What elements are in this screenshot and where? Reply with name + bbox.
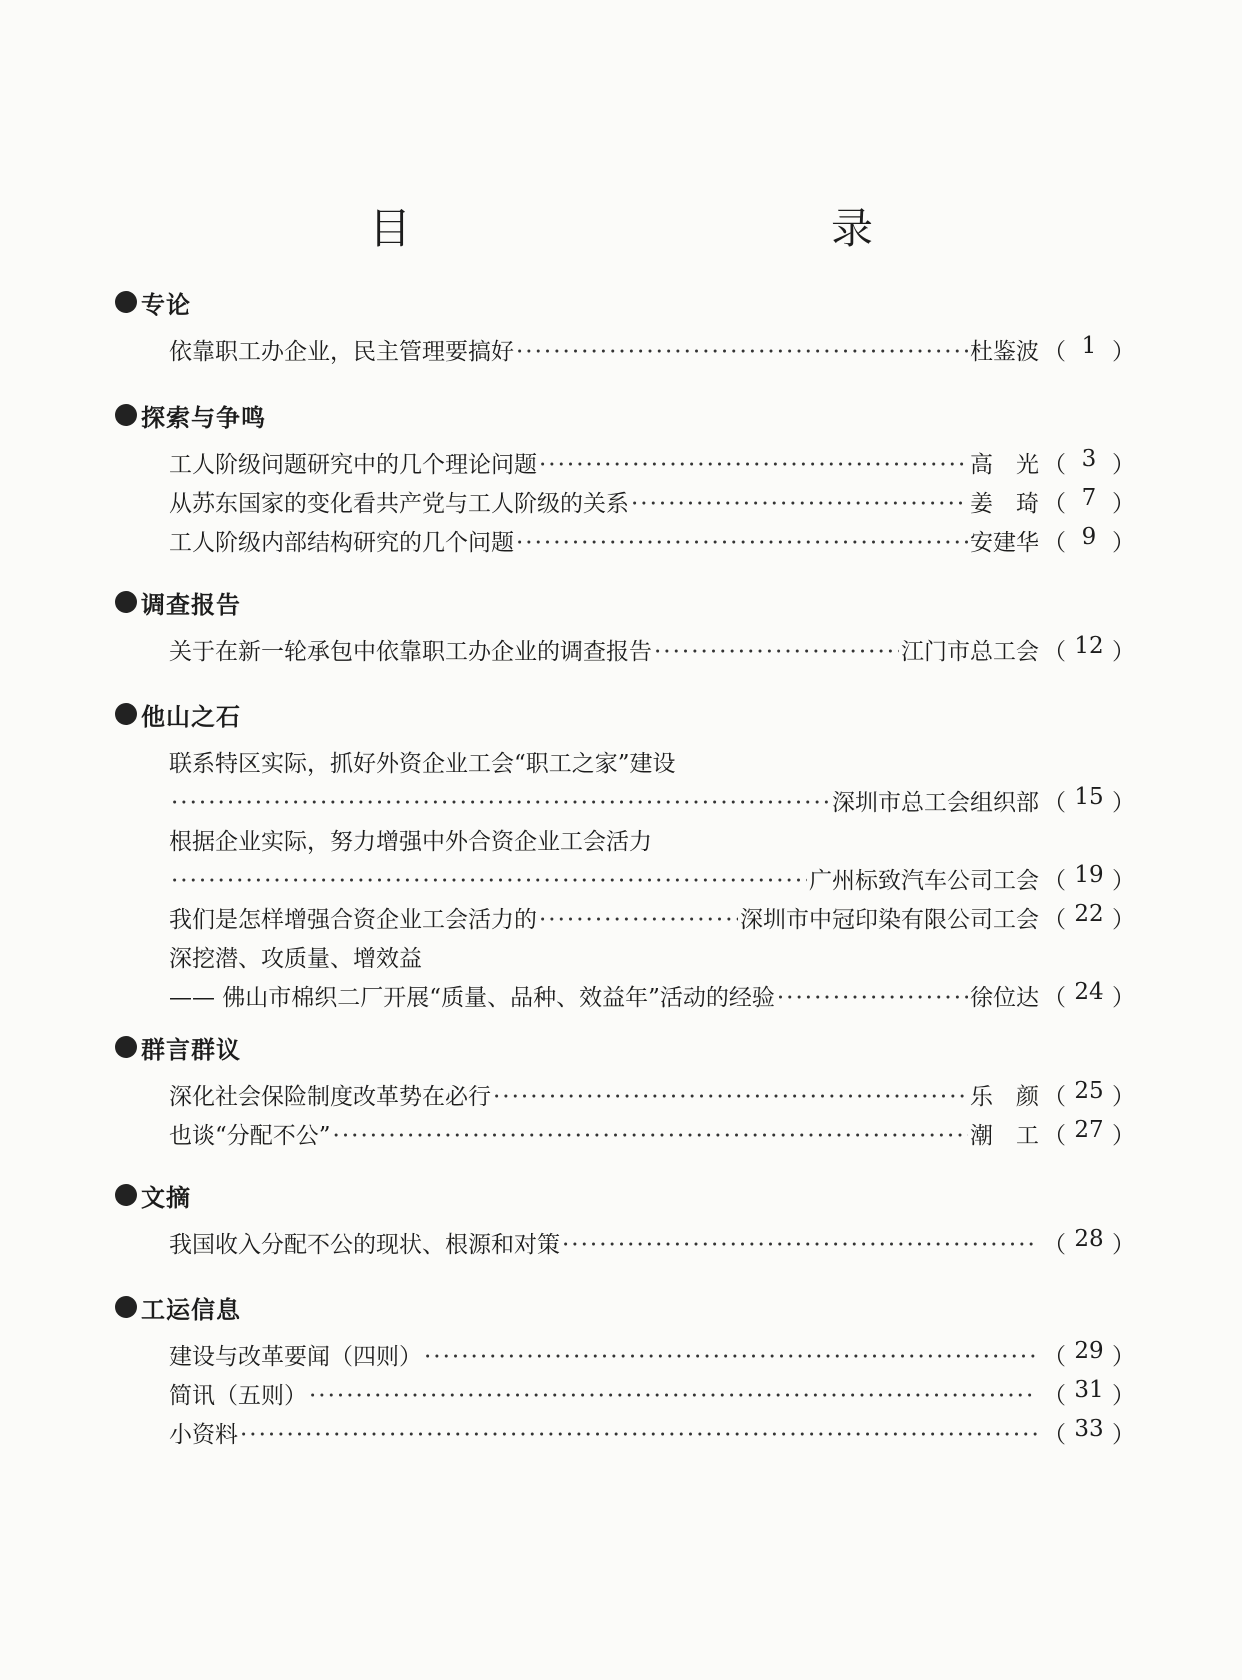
entry-author: 深圳市总工会组织部 (832, 790, 1039, 816)
entry-title: 简讯（五则） (169, 1383, 307, 1409)
section-title: 专论 (141, 290, 191, 319)
leader-dots (562, 1232, 1037, 1258)
entry-page: （ 3 ） (1043, 446, 1135, 478)
section-qunyan (115, 1030, 1135, 1156)
entry-page: （ 7 ） (1043, 485, 1135, 517)
entry-page: （ 31 ） (1043, 1377, 1135, 1409)
entry-author: 潮 工 (970, 1123, 1039, 1149)
leader-dots (309, 1383, 1037, 1409)
entry-author: 江门市总工会 (901, 639, 1039, 665)
entry-page: （ 22 ） (1043, 901, 1135, 933)
section-zhuanlun (115, 285, 1135, 372)
bullet-icon (115, 591, 137, 613)
toc-entry[interactable] (169, 862, 1135, 901)
leader-dots (516, 530, 968, 556)
entry-page: （ 1 ） (1043, 333, 1135, 365)
entry-page: （ 24 ） (1043, 979, 1135, 1011)
bullet-icon (115, 404, 137, 426)
entry-author: 高 光 (970, 452, 1039, 478)
entry-author: 安建华 (970, 530, 1039, 556)
toc-entry[interactable] (169, 446, 1135, 485)
toc-entry[interactable] (169, 1117, 1135, 1156)
bullet-icon (115, 1296, 137, 1318)
section-diaocha (115, 585, 1135, 672)
toc-entry[interactable] (169, 1078, 1135, 1117)
section-title: 文摘 (141, 1183, 191, 1212)
leader-dots (539, 452, 968, 478)
toc-entry[interactable] (169, 979, 1135, 1018)
leader-dots (171, 790, 830, 816)
toc-entry[interactable] (169, 1416, 1135, 1455)
entry-title: 关于在新一轮承包中依靠职工办企业的调查报告 (169, 639, 652, 665)
toc-entry[interactable] (169, 524, 1135, 563)
entry-title-line[interactable]: 联系特区实际，抓好外资企业工会“职工之家”建设 (169, 751, 676, 777)
toc-entry[interactable] (169, 485, 1135, 524)
leader-dots (654, 639, 899, 665)
entry-page: （ 12 ） (1043, 633, 1135, 665)
entry-title: 工人阶级问题研究中的几个理论问题 (169, 452, 537, 478)
section-tansuo (115, 398, 1135, 563)
entry-title: 我国收入分配不公的现状、根源和对策 (169, 1232, 560, 1258)
entry-author: 徐位达 (970, 985, 1039, 1011)
entry-author: 深圳市中冠印染有限公司工会 (740, 907, 1039, 933)
entry-page: （ 25 ） (1043, 1078, 1135, 1110)
entry-page: （ 33 ） (1043, 1416, 1135, 1448)
section-gongyun (115, 1290, 1135, 1455)
entry-title: 依靠职工办企业，民主管理要搞好 (169, 339, 514, 365)
entry-page: （ 29 ） (1043, 1338, 1135, 1370)
entry-title: 工人阶级内部结构研究的几个问题 (169, 530, 514, 556)
entry-title: —— 佛山市棉织二厂开展“质量、品种、效益年”活动的经验 (169, 985, 775, 1011)
section-title: 他山之石 (141, 702, 241, 731)
entry-page: （ 9 ） (1043, 524, 1135, 556)
page-title: 目 录 (368, 204, 985, 253)
entry-author: 乐 颜 (970, 1084, 1039, 1110)
entry-title: 建设与改革要闻（四则） (169, 1344, 422, 1370)
entry-page: （ 19 ） (1043, 862, 1135, 894)
entry-title: 从苏东国家的变化看共产党与工人阶级的关系 (169, 491, 629, 517)
entry-title: 也谈“分配不公” (169, 1123, 331, 1149)
entry-page: （ 27 ） (1043, 1117, 1135, 1149)
bullet-icon (115, 291, 137, 313)
section-title: 群言群议 (141, 1035, 241, 1064)
entry-title: 深化社会保险制度改革势在必行 (169, 1084, 491, 1110)
leader-dots (516, 339, 968, 365)
section-title: 调查报告 (141, 590, 241, 619)
entry-title: 小资料 (169, 1422, 238, 1448)
entry-title-line[interactable]: 深挖潜、攻质量、增效益 (169, 946, 422, 972)
entry-title-line[interactable]: 根据企业实际，努力增强中外合资企业工会活力 (169, 829, 652, 855)
leader-dots (777, 985, 968, 1011)
bullet-icon (115, 1036, 137, 1058)
bullet-icon (115, 703, 137, 725)
entry-page: （ 28 ） (1043, 1226, 1135, 1258)
leader-dots (171, 868, 807, 894)
toc-entry[interactable] (169, 1377, 1135, 1416)
leader-dots (631, 491, 968, 517)
entry-author: 杜鉴波 (970, 339, 1039, 365)
leader-dots (333, 1123, 968, 1149)
leader-dots (424, 1344, 1037, 1370)
bullet-icon (115, 1184, 137, 1206)
toc-entry[interactable] (169, 333, 1135, 372)
toc-entry[interactable] (169, 784, 1135, 823)
entry-author: 姜 琦 (970, 491, 1039, 517)
section-title: 工运信息 (141, 1295, 241, 1324)
section-title: 探索与争鸣 (141, 403, 266, 432)
toc-entry[interactable] (169, 901, 1135, 940)
leader-dots (493, 1084, 968, 1110)
section-tashan (115, 697, 1135, 1018)
toc-entry[interactable] (169, 1338, 1135, 1377)
leader-dots (539, 907, 738, 933)
entry-author: 广州标致汽车公司工会 (809, 868, 1039, 894)
section-wenzhai (115, 1178, 1135, 1265)
entry-title: 我们是怎样增强合资企业工会活力的 (169, 907, 537, 933)
leader-dots (240, 1422, 1037, 1448)
entry-page: （ 15 ） (1043, 784, 1135, 816)
toc-entry[interactable] (169, 633, 1135, 672)
toc-entry[interactable] (169, 1226, 1135, 1265)
